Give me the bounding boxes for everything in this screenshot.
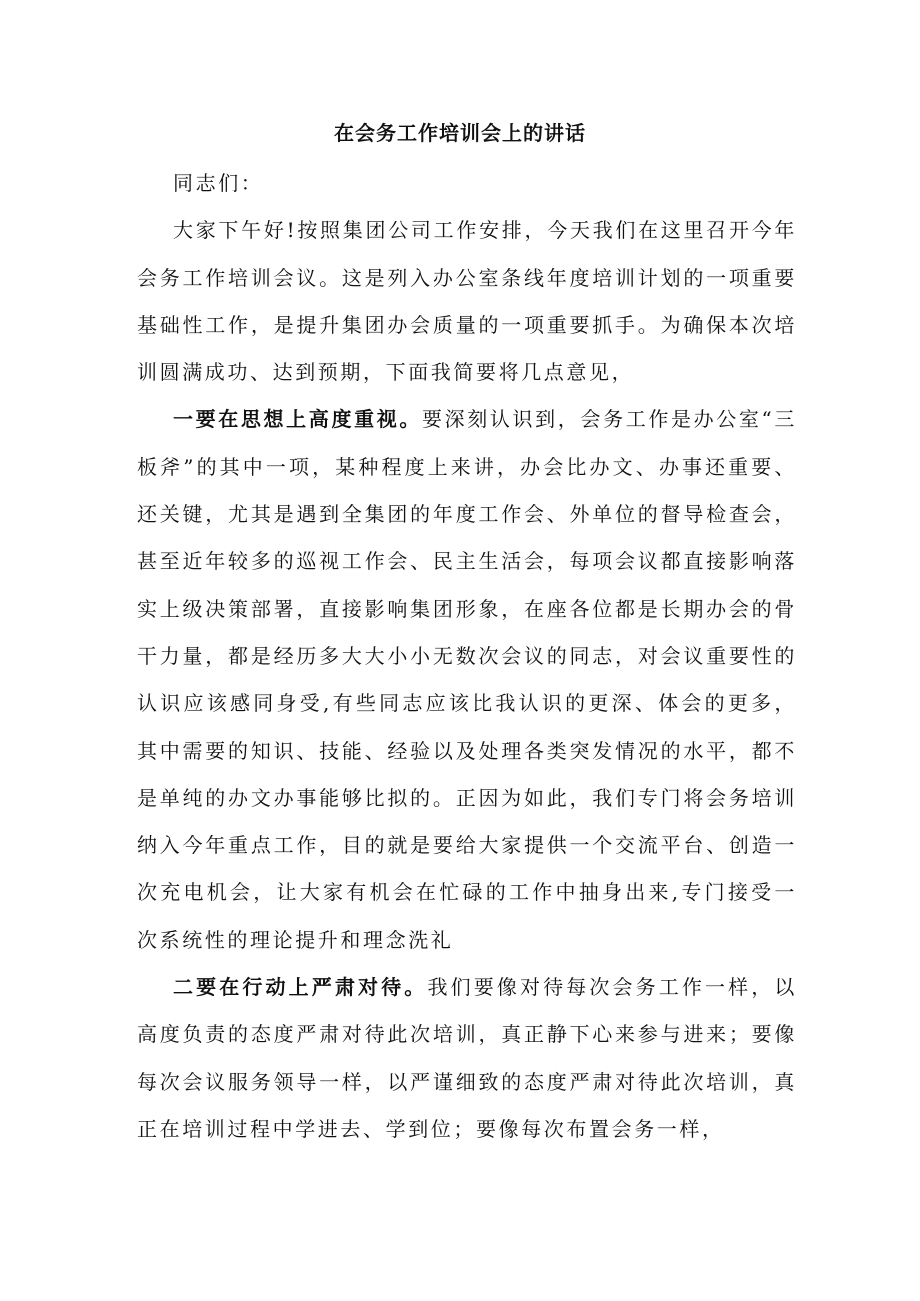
section-2-paragraph — [137, 964, 797, 1153]
section-1-body: 要深刻认识到，会务工作是办公室“三板斧”的其中一项，某种程度上来讲，办会比办文、办事还重要、还关键，尤其是遇到全集团的年度工作会、外单位的督导检查会，甚至近年较多的巡视工作会、民主生活会，每项会议都直接影响落实上级决策部署，直接影响集团形象，在座各位都是长期办会的骨干力量，都是经历多大大小小无数次会议的同志，对会议重要性的认识应该感同身受,有些同志应该比我认识的更深、体会的更多，其中需要的知识、技能、经验以及处理各类突发情况的水平，都不是单纯的办文办事能够比拟的。正因为如此，我们专门将会务培训纳入今年重点工作，目的就是要给大家提供一个交流平台、创造一次充电机会，让大家有机会在忙碌的工作中抽身出来,专门接受一次系统性的理论提升和理念洗礼 — [137, 407, 797, 952]
intro-paragraph: 大家下午好!按照集团公司工作安排，今天我们在这里召开今年会务工作培训会议。这是列入办公室条线年度培训计划的一项重要基础性工作，是提升集团办会质量的一项重要抓手。为确保本次培训圆满成功、达到预期，下面我简要将几点意见， — [137, 218, 797, 385]
document-body — [137, 160, 797, 1153]
section-2-lead: 二要在行动上严肃对待。 — [173, 975, 428, 1000]
section-2-body: 我们要像对待每次会务工作一样，以高度负责的态度严肃对待此次培训，真正静下心来参与进来；要像每次会议服务领导一样，以严谨细致的态度严肃对待此次培训，真正在培训过程中学进去、学到位；要像每次布置会务一样， — [137, 975, 797, 1141]
section-1-paragraph — [137, 396, 797, 964]
greeting: 同志们： — [173, 171, 264, 195]
document-title: 在会务工作培训会上的讲话 — [334, 121, 586, 145]
section-1-lead: 一要在思想上高度重视。 — [173, 407, 422, 432]
